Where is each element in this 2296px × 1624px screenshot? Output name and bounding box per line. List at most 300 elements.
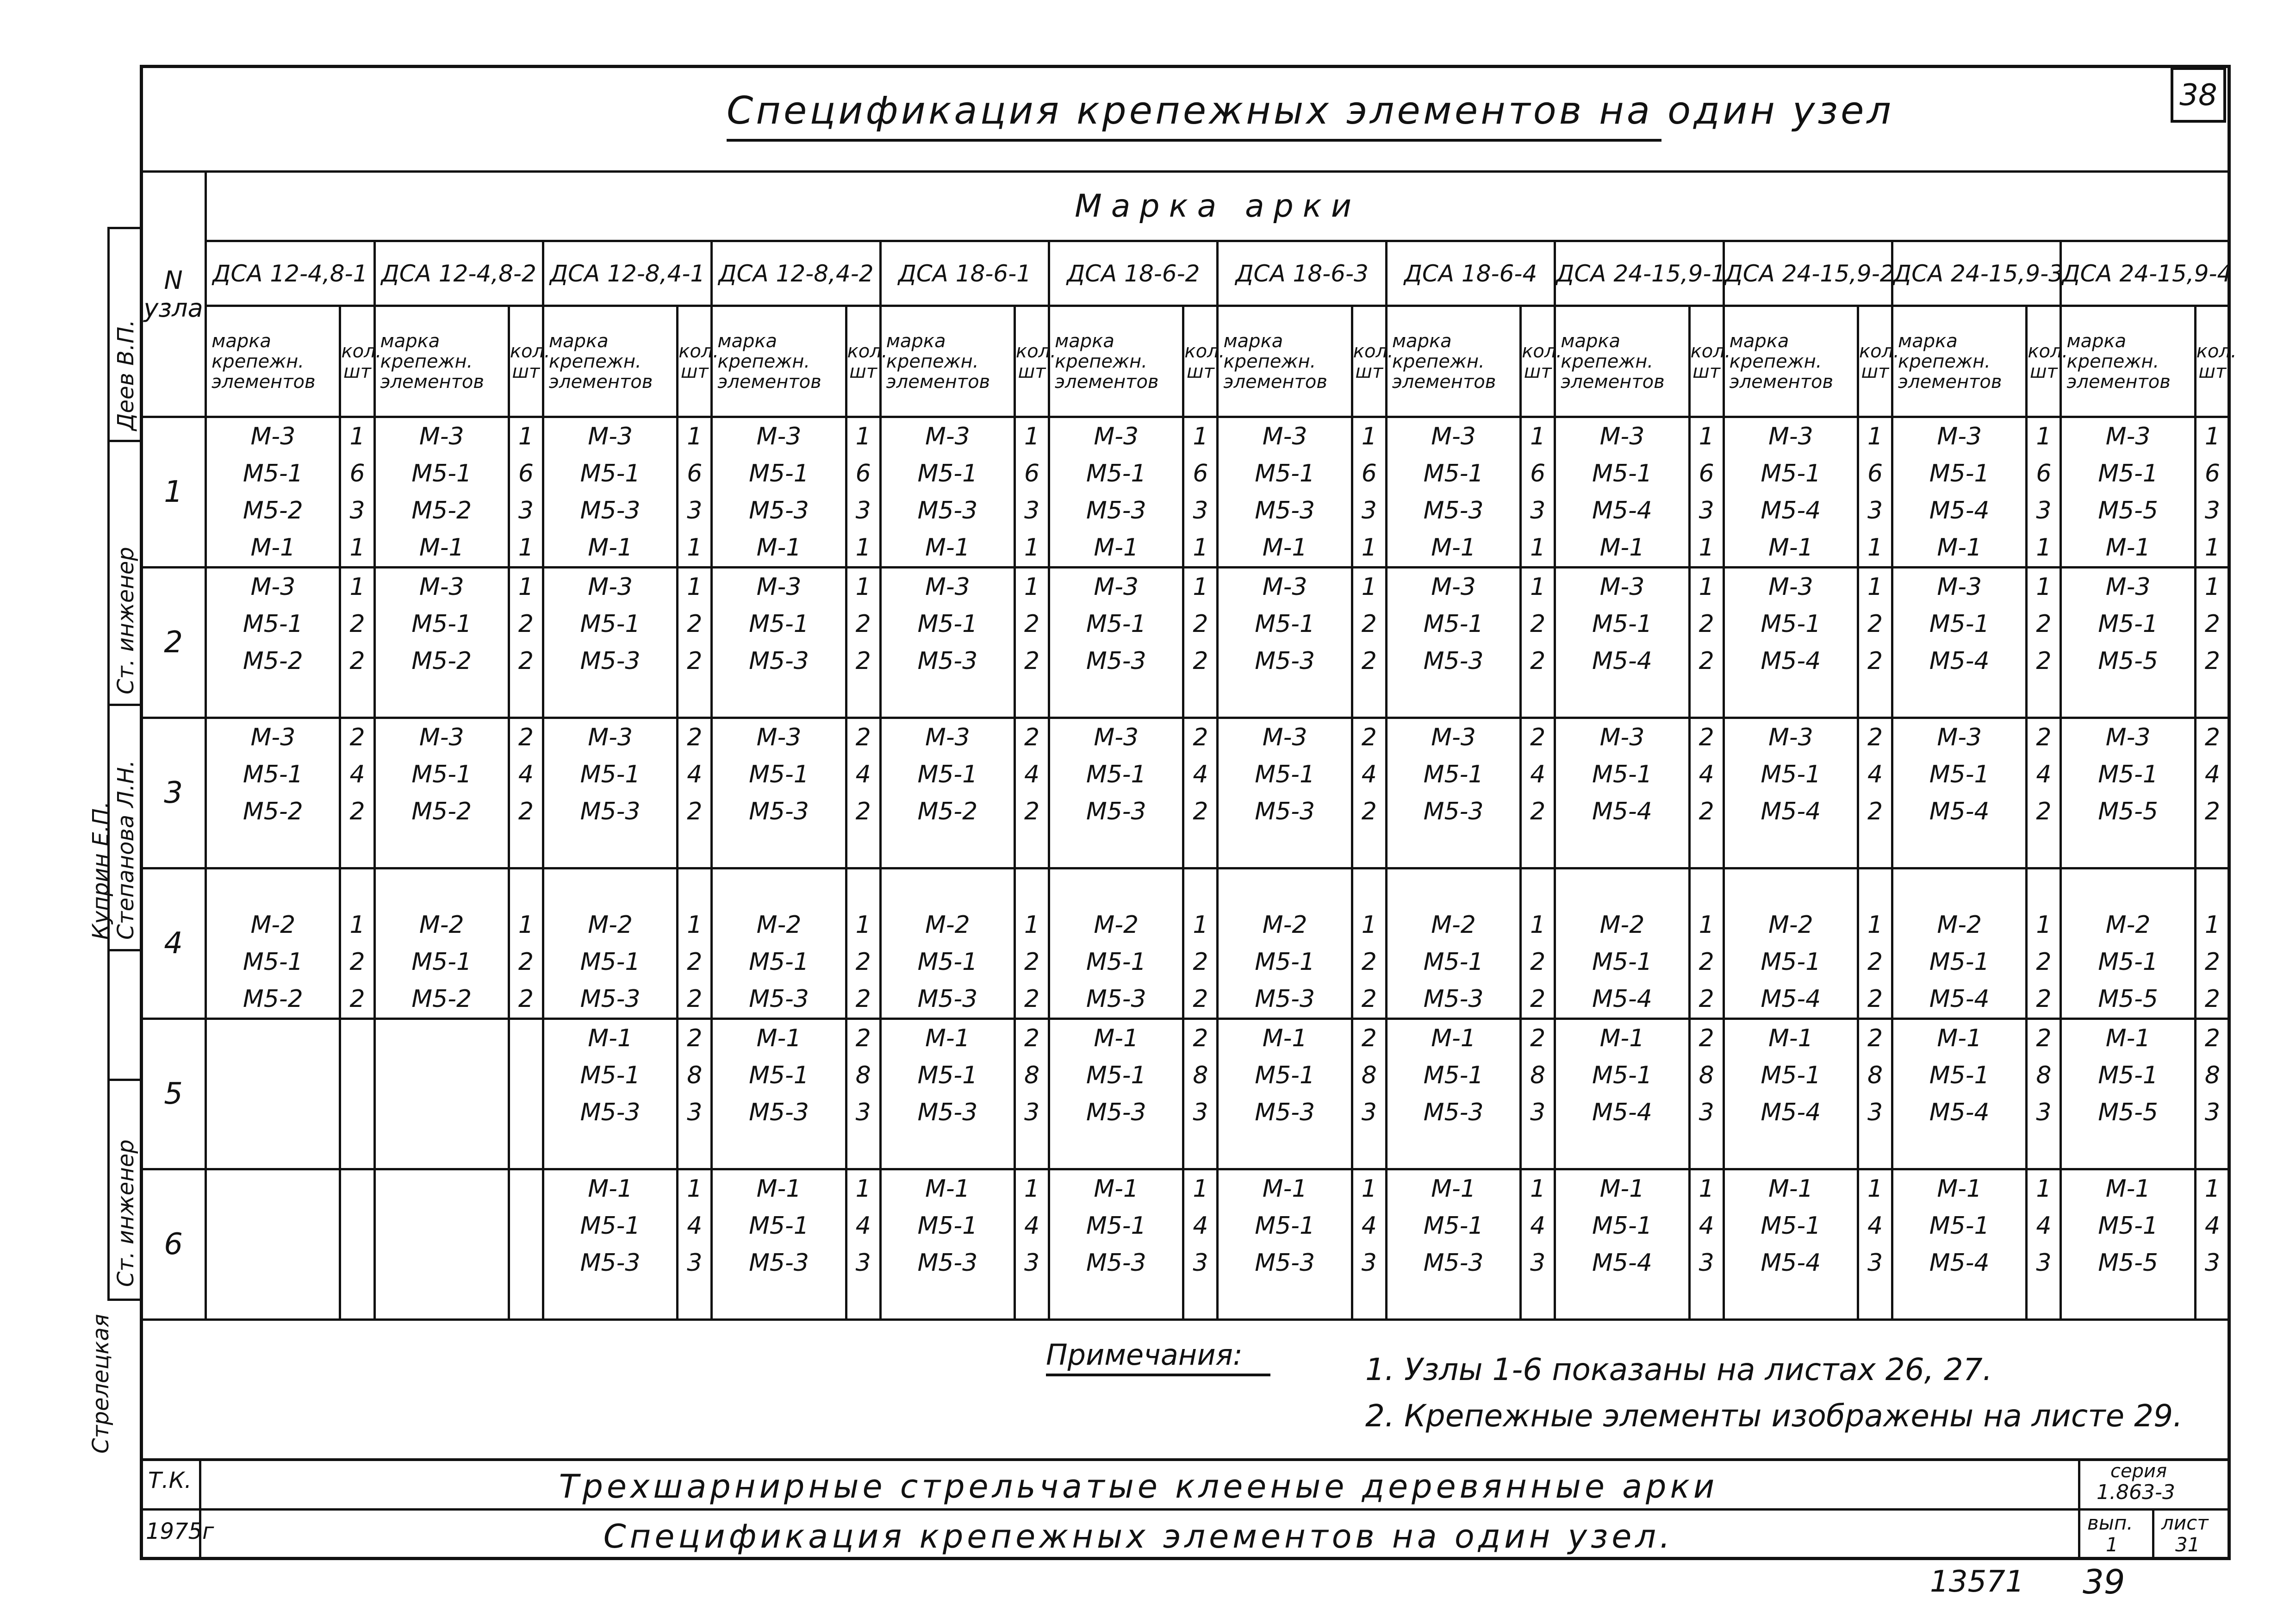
- fastener-mark-cell: [374, 1019, 509, 1057]
- side-stamp-name: Деев В.П.: [113, 319, 139, 431]
- fastener-qty-cell: 3: [1352, 492, 1386, 529]
- fastener-mark-cell: М-3: [543, 568, 677, 606]
- fastener-qty-cell: 2: [1015, 943, 1049, 981]
- fastener-mark-cell: [206, 830, 340, 868]
- fastener-mark-cell: М5-4: [1892, 492, 2027, 529]
- arch-name-header: ДСА 18-6-1: [880, 241, 1049, 306]
- fastener-mark-cell: М-1: [543, 529, 677, 568]
- fastener-mark-cell: М5-4: [1555, 793, 1689, 830]
- fastener-qty-cell: 3: [1689, 1244, 1724, 1281]
- fastener-mark-cell: М5-4: [1724, 492, 1858, 529]
- quantity-subheader: кол. шт: [2195, 306, 2229, 417]
- arch-name-header: ДСА 18-6-4: [1386, 241, 1555, 306]
- fastener-mark-cell: М-3: [1218, 417, 1352, 456]
- fastener-qty-cell: [1183, 680, 1218, 718]
- fastener-qty-cell: 1: [1352, 529, 1386, 568]
- fastener-qty-cell: [1521, 1281, 1555, 1320]
- fastener-mark-cell: М5-3: [543, 1094, 677, 1131]
- fastener-mark-cell: М-2: [712, 906, 846, 943]
- node-number: 2: [141, 568, 206, 718]
- fastener-qty-cell: 2: [1858, 943, 1892, 981]
- fastener-mark-subheader: марка крепежн. элементов: [1555, 306, 1689, 417]
- fastener-qty-cell: 2: [340, 981, 374, 1019]
- fastener-mark-cell: М5-1: [1555, 455, 1689, 492]
- fastener-mark-cell: М5-3: [1386, 1094, 1520, 1131]
- fastener-qty-cell: [1015, 680, 1049, 718]
- fastener-mark-cell: М-2: [374, 906, 509, 943]
- fastener-mark-cell: М5-3: [543, 643, 677, 680]
- fastener-mark-cell: [374, 1207, 509, 1244]
- fastener-qty-cell: 2: [2027, 793, 2061, 830]
- fastener-qty-cell: 1: [678, 568, 712, 606]
- fastener-qty-cell: [509, 1057, 543, 1094]
- notes-label: Примечания:: [1046, 1338, 1270, 1376]
- fastener-qty-cell: 1: [509, 529, 543, 568]
- fastener-mark-cell: М5-3: [880, 492, 1014, 529]
- fastener-mark-cell: М5-3: [543, 793, 677, 830]
- fastener-qty-cell: [2027, 1281, 2061, 1320]
- fastener-qty-cell: 2: [2027, 1019, 2061, 1057]
- fastener-qty-cell: 2: [1183, 1019, 1218, 1057]
- arch-name-header: ДСА 12-4,8-1: [206, 241, 374, 306]
- fastener-qty-cell: 1: [509, 417, 543, 456]
- fastener-qty-cell: [509, 1281, 543, 1320]
- fastener-mark-cell: М-1: [1386, 1019, 1520, 1057]
- fastener-qty-cell: 1: [1352, 417, 1386, 456]
- fastener-qty-cell: 6: [1858, 455, 1892, 492]
- fastener-qty-cell: 2: [1183, 793, 1218, 830]
- fastener-mark-cell: [1555, 830, 1689, 868]
- fastener-mark-cell: [1724, 830, 1858, 868]
- fastener-qty-cell: 2: [509, 643, 543, 680]
- fastener-mark-subheader: марка крепежн. элементов: [543, 306, 677, 417]
- fastener-qty-cell: 2: [846, 718, 880, 756]
- fastener-qty-cell: [1858, 830, 1892, 868]
- fastener-qty-cell: 1: [2195, 906, 2229, 943]
- fastener-mark-cell: М5-1: [1386, 943, 1520, 981]
- fastener-mark-cell: [374, 1094, 509, 1131]
- series-label: серия: [2110, 1461, 2167, 1482]
- fastener-mark-cell: М-1: [1218, 529, 1352, 568]
- fastener-qty-cell: 3: [1858, 492, 1892, 529]
- fastener-mark-cell: М5-1: [1724, 1057, 1858, 1094]
- fastener-mark-cell: М-3: [543, 417, 677, 456]
- fastener-qty-cell: 3: [1352, 1244, 1386, 1281]
- fastener-mark-cell: М5-1: [374, 756, 509, 793]
- fastener-mark-cell: М-2: [880, 906, 1014, 943]
- fastener-mark-cell: М5-1: [880, 1207, 1014, 1244]
- fastener-mark-cell: [880, 1281, 1014, 1320]
- fastener-qty-cell: 2: [846, 643, 880, 680]
- fastener-mark-cell: М5-1: [1555, 606, 1689, 643]
- fastener-qty-cell: [2195, 868, 2229, 907]
- fastener-qty-cell: [678, 868, 712, 907]
- fastener-mark-cell: [1049, 1281, 1183, 1320]
- fastener-mark-cell: М-3: [374, 718, 509, 756]
- fastener-mark-cell: М-2: [2061, 906, 2195, 943]
- fastener-qty-cell: 4: [1015, 1207, 1049, 1244]
- fastener-mark-cell: [206, 1131, 340, 1169]
- title-block-left-divider: [199, 1458, 201, 1560]
- fastener-mark-cell: [712, 1281, 846, 1320]
- fastener-qty-cell: 3: [846, 492, 880, 529]
- fastener-mark-cell: М5-3: [1386, 793, 1520, 830]
- fastener-qty-cell: [1015, 830, 1049, 868]
- fastener-mark-cell: М-1: [1555, 1169, 1689, 1208]
- fastener-qty-cell: 2: [678, 718, 712, 756]
- fastener-mark-cell: [1892, 1281, 2027, 1320]
- fastener-qty-cell: [1858, 1281, 1892, 1320]
- node-number: 6: [141, 1169, 206, 1320]
- fastener-qty-cell: 1: [2027, 906, 2061, 943]
- fastener-mark-cell: М5-3: [1386, 981, 1520, 1019]
- archive-number: 13571: [1930, 1565, 2024, 1599]
- fastener-qty-cell: 2: [1689, 718, 1724, 756]
- fastener-mark-cell: М-1: [880, 1019, 1014, 1057]
- fastener-qty-cell: 3: [1015, 1094, 1049, 1131]
- fastener-qty-cell: [1689, 1131, 1724, 1169]
- fastener-qty-cell: 3: [1521, 1244, 1555, 1281]
- fastener-qty-cell: [509, 868, 543, 907]
- fastener-qty-cell: 2: [1689, 981, 1724, 1019]
- fastener-qty-cell: 4: [1352, 756, 1386, 793]
- fastener-qty-cell: 2: [1015, 1019, 1049, 1057]
- fastener-mark-cell: М-1: [374, 529, 509, 568]
- fastener-qty-cell: 2: [509, 606, 543, 643]
- fastener-qty-cell: 4: [1183, 1207, 1218, 1244]
- side-stamp-divider: [107, 949, 143, 951]
- side-stamp-name: Стрелецкая: [88, 1314, 114, 1454]
- fastener-mark-cell: М-3: [206, 718, 340, 756]
- side-stamp-divider: [107, 440, 143, 442]
- fastener-qty-cell: 2: [1858, 718, 1892, 756]
- fastener-qty-cell: 2: [1521, 1019, 1555, 1057]
- fastener-mark-cell: М5-1: [1724, 943, 1858, 981]
- fastener-qty-cell: [846, 830, 880, 868]
- fastener-mark-cell: [543, 868, 677, 907]
- fastener-qty-cell: [1015, 868, 1049, 907]
- title-block-year: 1975г: [146, 1518, 214, 1544]
- fastener-qty-cell: [2027, 868, 2061, 907]
- fastener-qty-cell: [1521, 680, 1555, 718]
- fastener-qty-cell: 3: [1015, 492, 1049, 529]
- side-stamp-role: Ст. инженер: [113, 1139, 139, 1287]
- fastener-mark-cell: [374, 1244, 509, 1281]
- fastener-qty-cell: 2: [340, 718, 374, 756]
- fastener-mark-cell: М-1: [1724, 1169, 1858, 1208]
- sheet-number: 38: [2171, 67, 2226, 123]
- fastener-qty-cell: 6: [1352, 455, 1386, 492]
- fastener-qty-cell: 2: [2195, 943, 2229, 981]
- fastener-mark-cell: М-3: [1218, 718, 1352, 756]
- fastener-mark-cell: М5-2: [206, 643, 340, 680]
- title-block-line1: Трехшарнирные стрельчатые клееные деревянные арки: [559, 1468, 1718, 1505]
- fastener-qty-cell: [340, 830, 374, 868]
- fastener-qty-cell: 2: [1689, 1019, 1724, 1057]
- fastener-qty-cell: 2: [678, 606, 712, 643]
- fastener-mark-cell: [1555, 1131, 1689, 1169]
- fastener-mark-cell: [374, 1131, 509, 1169]
- fastener-mark-cell: М-1: [1049, 1019, 1183, 1057]
- fastener-qty-cell: 2: [2027, 643, 2061, 680]
- fastener-qty-cell: 2: [846, 981, 880, 1019]
- fastener-mark-cell: [1218, 1281, 1352, 1320]
- fastener-qty-cell: [340, 1057, 374, 1094]
- fastener-mark-cell: [206, 1094, 340, 1131]
- fastener-mark-cell: [712, 830, 846, 868]
- fastener-mark-cell: [1555, 868, 1689, 907]
- quantity-subheader: кол. шт: [1858, 306, 1892, 417]
- fastener-qty-cell: 1: [1015, 906, 1049, 943]
- fastener-qty-cell: [1521, 868, 1555, 907]
- fastener-qty-cell: 1: [2195, 417, 2229, 456]
- fastener-qty-cell: [509, 1244, 543, 1281]
- fastener-mark-cell: М5-1: [1218, 606, 1352, 643]
- fastener-mark-cell: М5-1: [712, 455, 846, 492]
- fastener-qty-cell: 4: [2195, 756, 2229, 793]
- fastener-qty-cell: 3: [1689, 492, 1724, 529]
- fastener-mark-cell: [1218, 830, 1352, 868]
- fastener-mark-cell: М5-1: [1386, 455, 1520, 492]
- fastener-mark-cell: М5-1: [1892, 943, 2027, 981]
- fastener-mark-cell: М5-1: [374, 455, 509, 492]
- fastener-qty-cell: [1015, 1281, 1049, 1320]
- fastener-qty-cell: 2: [2027, 943, 2061, 981]
- node-header-label: узла: [143, 293, 203, 323]
- side-stamp-role: Ст. инженер: [113, 547, 139, 694]
- fastener-qty-cell: 1: [846, 417, 880, 456]
- fastener-qty-cell: 1: [1015, 568, 1049, 606]
- fastener-mark-cell: [1892, 680, 2027, 718]
- fastener-qty-cell: [509, 830, 543, 868]
- fastener-qty-cell: 1: [1858, 529, 1892, 568]
- fastener-mark-cell: М5-3: [1049, 492, 1183, 529]
- fastener-mark-cell: М-3: [374, 568, 509, 606]
- fastener-qty-cell: 2: [1015, 793, 1049, 830]
- fastener-qty-cell: 1: [1015, 417, 1049, 456]
- fastener-mark-cell: М-2: [1555, 906, 1689, 943]
- fastener-mark-cell: М5-1: [2061, 943, 2195, 981]
- fastener-qty-cell: 2: [1015, 981, 1049, 1019]
- fastener-qty-cell: 1: [1183, 906, 1218, 943]
- fastener-qty-cell: 1: [1858, 568, 1892, 606]
- fastener-mark-cell: М5-1: [712, 606, 846, 643]
- fastener-mark-cell: [1049, 1131, 1183, 1169]
- fastener-qty-cell: [1352, 830, 1386, 868]
- fastener-mark-cell: [206, 1019, 340, 1057]
- fastener-qty-cell: 2: [1183, 643, 1218, 680]
- fastener-qty-cell: 1: [1015, 529, 1049, 568]
- fastener-mark-cell: М-3: [712, 568, 846, 606]
- node-number-header: [141, 172, 206, 417]
- fastener-mark-cell: М-2: [1218, 906, 1352, 943]
- fastener-mark-cell: [1555, 1281, 1689, 1320]
- quantity-subheader: кол. шт: [1521, 306, 1555, 417]
- fastener-qty-cell: 2: [1352, 981, 1386, 1019]
- fastener-mark-cell: М-3: [1555, 718, 1689, 756]
- fastener-qty-cell: 1: [678, 906, 712, 943]
- fastener-mark-cell: М5-3: [1049, 1244, 1183, 1281]
- fastener-qty-cell: 3: [2027, 492, 2061, 529]
- fastener-qty-cell: [1183, 1131, 1218, 1169]
- fastener-qty-cell: 2: [2195, 793, 2229, 830]
- fastener-mark-cell: М-1: [1049, 529, 1183, 568]
- fastener-mark-cell: [1049, 868, 1183, 907]
- title-block-line2: Спецификация крепежных элементов на один узел.: [603, 1518, 1674, 1555]
- fastener-qty-cell: 1: [678, 1169, 712, 1208]
- fastener-mark-cell: М5-1: [543, 606, 677, 643]
- fastener-mark-cell: М-3: [1892, 568, 2027, 606]
- fastener-qty-cell: 4: [2027, 1207, 2061, 1244]
- fastener-mark-cell: М-3: [1049, 718, 1183, 756]
- fastener-mark-cell: М5-1: [1218, 943, 1352, 981]
- fastener-mark-cell: [880, 680, 1014, 718]
- fastener-qty-cell: 2: [1521, 643, 1555, 680]
- fastener-mark-cell: [206, 1207, 340, 1244]
- fastener-qty-cell: 2: [846, 1019, 880, 1057]
- fastener-qty-cell: 3: [2027, 1094, 2061, 1131]
- fastener-mark-cell: [374, 680, 509, 718]
- fastener-qty-cell: [1352, 1131, 1386, 1169]
- fastener-mark-cell: М5-1: [543, 756, 677, 793]
- fastener-qty-cell: 2: [1183, 606, 1218, 643]
- fastener-mark-cell: М5-3: [880, 1094, 1014, 1131]
- quantity-subheader: кол. шт: [1183, 306, 1218, 417]
- fastener-mark-cell: М-3: [374, 417, 509, 456]
- fastener-mark-cell: М5-1: [374, 943, 509, 981]
- fastener-qty-cell: [1352, 868, 1386, 907]
- fastener-mark-cell: М5-1: [880, 943, 1014, 981]
- fastener-mark-cell: М-3: [880, 417, 1014, 456]
- fastener-qty-cell: 4: [2195, 1207, 2229, 1244]
- fastener-mark-cell: М5-1: [1049, 606, 1183, 643]
- fastener-mark-cell: М-1: [1218, 1019, 1352, 1057]
- fastener-qty-cell: 2: [678, 1019, 712, 1057]
- fastener-mark-cell: М5-4: [1555, 492, 1689, 529]
- fastener-qty-cell: 3: [1352, 1094, 1386, 1131]
- fastener-mark-cell: [2061, 680, 2195, 718]
- fastener-mark-cell: М-3: [1892, 417, 2027, 456]
- fastener-qty-cell: 8: [678, 1057, 712, 1094]
- fastener-qty-cell: 8: [846, 1057, 880, 1094]
- fastener-qty-cell: [678, 830, 712, 868]
- fastener-qty-cell: 6: [1183, 455, 1218, 492]
- fastener-mark-cell: М5-3: [543, 492, 677, 529]
- fastener-mark-cell: [1386, 1281, 1520, 1320]
- fastener-mark-cell: М5-1: [206, 756, 340, 793]
- page-number: 39: [2083, 1562, 2125, 1601]
- fastener-qty-cell: 2: [678, 981, 712, 1019]
- fastener-mark-cell: [206, 1057, 340, 1094]
- fastener-qty-cell: [846, 1281, 880, 1320]
- fastener-mark-cell: М5-1: [543, 455, 677, 492]
- fastener-qty-cell: 2: [1015, 643, 1049, 680]
- fastener-qty-cell: 2: [1858, 981, 1892, 1019]
- fastener-qty-cell: 1: [340, 906, 374, 943]
- fastener-qty-cell: 2: [1521, 606, 1555, 643]
- fastener-mark-cell: М5-3: [1218, 981, 1352, 1019]
- fastener-mark-cell: М5-3: [543, 1244, 677, 1281]
- fastener-qty-cell: [2027, 680, 2061, 718]
- fastener-mark-cell: [2061, 1131, 2195, 1169]
- fastener-mark-cell: М-1: [1218, 1169, 1352, 1208]
- fastener-mark-cell: М5-4: [1724, 981, 1858, 1019]
- title-block-right-divider: [2078, 1458, 2080, 1560]
- fastener-mark-cell: М-2: [1386, 906, 1520, 943]
- fastener-qty-cell: 2: [1183, 981, 1218, 1019]
- fastener-mark-cell: М5-1: [1386, 1207, 1520, 1244]
- fastener-mark-cell: М5-1: [206, 943, 340, 981]
- fastener-mark-cell: [206, 1244, 340, 1281]
- fastener-mark-cell: М-1: [880, 529, 1014, 568]
- fastener-mark-subheader: марка крепежн. элементов: [1049, 306, 1183, 417]
- fastener-mark-cell: [1892, 830, 2027, 868]
- fastener-qty-cell: [1183, 830, 1218, 868]
- fastener-mark-cell: М-3: [1555, 417, 1689, 456]
- fastener-qty-cell: 2: [1689, 943, 1724, 981]
- fastener-mark-cell: М5-3: [1218, 1094, 1352, 1131]
- title-block-sheet-divider: [2152, 1508, 2154, 1560]
- fastener-mark-cell: М-2: [206, 906, 340, 943]
- fastener-mark-cell: М5-1: [1218, 455, 1352, 492]
- fastener-qty-cell: 2: [509, 793, 543, 830]
- quantity-subheader: кол. шт: [846, 306, 880, 417]
- fastener-qty-cell: 1: [340, 568, 374, 606]
- fastener-qty-cell: 3: [1858, 1094, 1892, 1131]
- fastener-mark-cell: М5-1: [1555, 756, 1689, 793]
- fastener-qty-cell: [509, 1207, 543, 1244]
- fastener-mark-cell: М-1: [1724, 529, 1858, 568]
- fastener-mark-cell: М5-5: [2061, 492, 2195, 529]
- fastener-mark-cell: [1386, 868, 1520, 907]
- fastener-mark-cell: М5-4: [1892, 793, 2027, 830]
- fastener-mark-cell: М-1: [1555, 529, 1689, 568]
- fastener-mark-cell: [1724, 868, 1858, 907]
- arch-name-header: ДСА 12-8,4-2: [712, 241, 880, 306]
- fastener-mark-cell: М5-4: [1892, 1244, 2027, 1281]
- fastener-mark-cell: М-1: [2061, 529, 2195, 568]
- fastener-mark-cell: М5-1: [1049, 1207, 1183, 1244]
- fastener-mark-cell: М5-1: [880, 1057, 1014, 1094]
- fastener-mark-cell: М5-4: [1555, 643, 1689, 680]
- fastener-mark-cell: М5-4: [1892, 981, 2027, 1019]
- arch-name-header: ДСА 24-15,9-4: [2061, 241, 2230, 306]
- fastener-qty-cell: 2: [2027, 606, 2061, 643]
- fastener-qty-cell: 4: [678, 1207, 712, 1244]
- fastener-qty-cell: [2195, 1281, 2229, 1320]
- fastener-mark-cell: М5-3: [543, 981, 677, 1019]
- fastener-qty-cell: [1352, 1281, 1386, 1320]
- fastener-mark-cell: М5-3: [712, 492, 846, 529]
- fastener-mark-cell: М5-3: [880, 643, 1014, 680]
- fastener-mark-cell: М5-1: [543, 1207, 677, 1244]
- fastener-mark-cell: М5-4: [1724, 1244, 1858, 1281]
- fastener-mark-cell: М5-3: [712, 1094, 846, 1131]
- fastener-qty-cell: [846, 680, 880, 718]
- fastener-qty-cell: [340, 1207, 374, 1244]
- fastener-mark-cell: М5-1: [1386, 1057, 1520, 1094]
- fastener-mark-cell: [543, 830, 677, 868]
- fastener-qty-cell: 2: [340, 793, 374, 830]
- fastener-qty-cell: [678, 680, 712, 718]
- fastener-mark-cell: М-3: [543, 718, 677, 756]
- fastener-qty-cell: 4: [1183, 756, 1218, 793]
- fastener-mark-cell: М5-1: [1724, 756, 1858, 793]
- fastener-mark-cell: М-1: [206, 529, 340, 568]
- fastener-mark-cell: [1049, 680, 1183, 718]
- fastener-qty-cell: [340, 868, 374, 907]
- title-block-top-line: [140, 1458, 2231, 1461]
